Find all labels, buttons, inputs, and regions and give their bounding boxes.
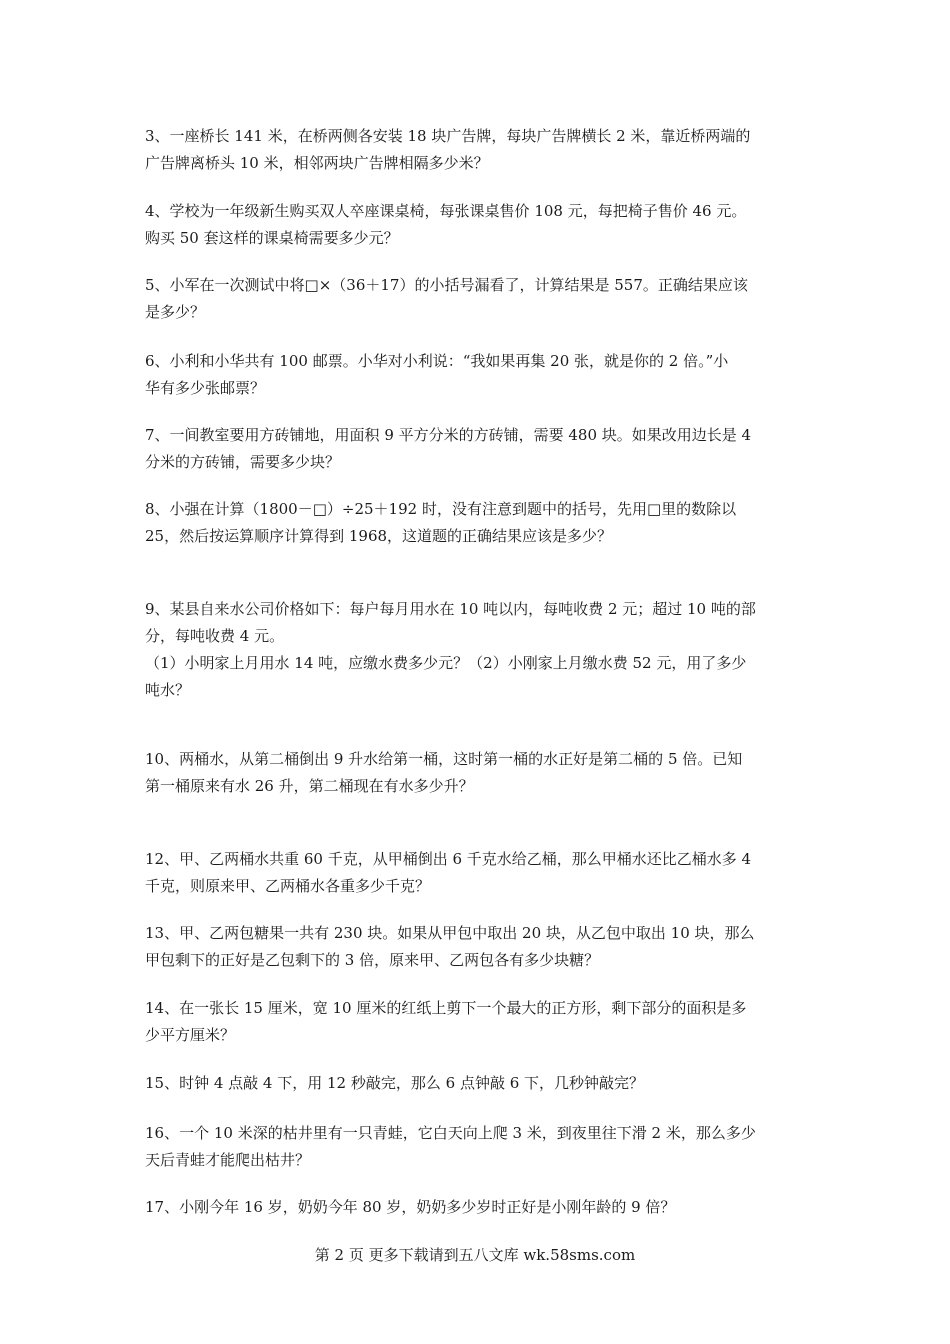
question-16: [145, 1120, 810, 1174]
question-12: [145, 846, 810, 900]
question-line: 天后青蛙才能爬出枯井？: [145, 1151, 311, 1169]
question-10: [145, 746, 810, 800]
question-line: 13、甲、乙两包糖果一共有 230 块。如果从甲包中取出 20 块，从乙包中取出 10 块，那么: [145, 924, 755, 942]
question-line: 第一桶原来有水 26 升，第二桶现在有水多少升？: [145, 777, 474, 795]
question-line: 8、小强在计算（1800－□）÷25＋192 时，没有注意到题中的括号，先用□里的数除以: [145, 500, 737, 518]
question-line: （1）小明家上月用水 14 吨，应缴水费多少元？（2）小刚家上月缴水费 52 元，用了多少: [145, 654, 747, 672]
question-line: 15、时钟 4 点敲 4 下，用 12 秒敲完，那么 6 点钟敲 6 下，几秒钟敲完？: [145, 1074, 645, 1092]
question-line: 华有多少张邮票？: [145, 379, 266, 397]
question-line: 甲包剩下的正好是乙包剩下的 3 倍，原来甲、乙两包各有多少块糖？: [145, 951, 600, 969]
question-15: [145, 1070, 810, 1097]
question-line: 是多少？: [145, 303, 206, 321]
question-line: 吨水？: [145, 681, 191, 699]
question-line: 千克，则原来甲、乙两桶水各重多少千克？: [145, 877, 431, 895]
question-line: 10、两桶水，从第二桶倒出 9 升水给第一桶，这时第一桶的水正好是第二桶的 5 倍。已知: [145, 750, 743, 768]
question-line: 6、小利和小华共有 100 邮票。小华对小利说：“我如果再集 20 张，就是你的 2 倍。”小: [145, 352, 729, 370]
question-14: [145, 995, 810, 1049]
question-line: 购买 50 套这样的课桌椅需要多少元？: [145, 229, 399, 247]
question-line: 分米的方砖铺，需要多少块？: [145, 453, 341, 471]
question-line: 5、小军在一次测试中将□×（36＋17）的小括号漏看了，计算结果是 557。正确结果应该: [145, 276, 748, 294]
question-line: 17、小刚今年 16 岁，奶奶今年 80 岁，奶奶多少岁时正好是小刚年龄的 9 倍？: [145, 1198, 676, 1216]
question-line: 9、某县自来水公司价格如下：每户每月用水在 10 吨以内，每吨收费 2 元；超过 10 吨的部: [145, 600, 756, 618]
question-line: 少平方厘米？: [145, 1026, 236, 1044]
question-line: 4、学校为一年级新生购买双人卒座课桌椅，每张课桌售价 108 元，每把椅子售价 46 元。: [145, 202, 747, 220]
question-line: 14、在一张长 15 厘米，宽 10 厘米的红纸上剪下一个最大的正方形，剩下部分的面积是多: [145, 999, 747, 1017]
question-5: [145, 272, 810, 326]
page-footer: 第 2 页 更多下载请到五八文库 wk.58sms.com: [314, 1246, 636, 1264]
question-13: [145, 920, 810, 974]
question-line: 16、一个 10 米深的枯井里有一只青蛙，它白天向上爬 3 米，到夜里往下滑 2 米，那么多少: [145, 1124, 756, 1142]
question-line: 7、一间教室要用方砖铺地，用面积 9 平方分米的方砖铺，需要 480 块。如果改用边长是 4: [145, 426, 752, 444]
question-8: [145, 496, 810, 550]
question-line: 25，然后按运算顺序计算得到 1968，这道题的正确结果应该是多少？: [145, 527, 613, 545]
question-7: [145, 422, 810, 476]
question-line: 12、甲、乙两桶水共重 60 千克，从甲桶倒出 6 千克水给乙桶，那么甲桶水还比乙桶水多 4: [145, 850, 752, 868]
question-line: 广告牌离桥头 10 米，相邻两块广告牌相隔多少米？: [145, 154, 489, 172]
question-line: 分，每吨收费 4 元。: [145, 627, 285, 645]
question-3: [145, 123, 810, 177]
question-17: [145, 1194, 810, 1221]
question-6: [145, 348, 810, 402]
question-line: 3、一座桥长 141 米，在桥两侧各安装 18 块广告牌，每块广告牌横长 2 米，靠近桥两端的: [145, 127, 751, 145]
question-4: [145, 198, 810, 252]
question-9: [145, 596, 810, 704]
